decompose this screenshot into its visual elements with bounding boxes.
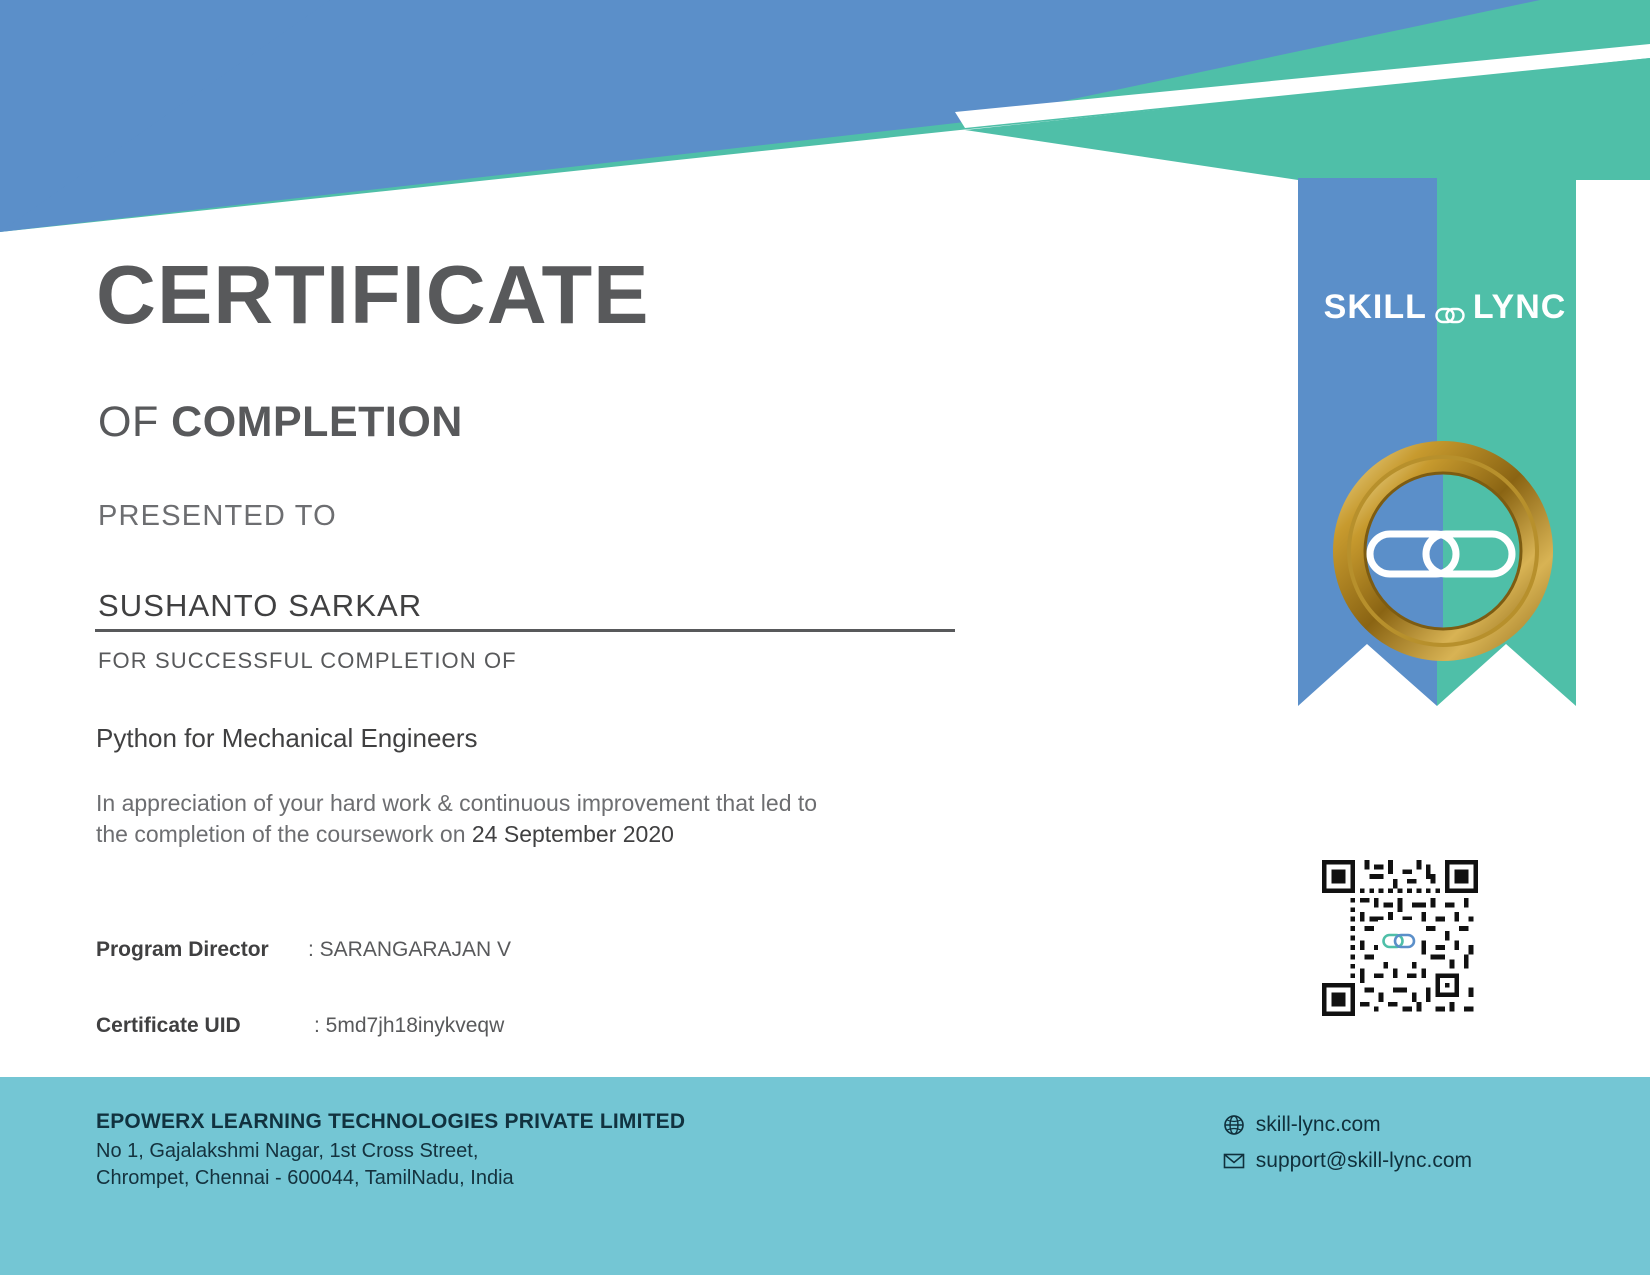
program-director-value: : SARANGARAJAN V: [308, 938, 512, 961]
appreciation-text: [96, 788, 936, 850]
program-director-row: [96, 938, 511, 962]
presented-to-label: PRESENTED TO: [98, 500, 337, 532]
brand-name-right: LYNC: [1472, 288, 1567, 326]
footer-company-name: EPOWERX LEARNING TECHNOLOGIES PRIVATE LIMITED: [96, 1110, 686, 1133]
appreciation-line-2-prefix: the completion of the coursework on: [96, 821, 472, 848]
footer-address-line-2: Chrompet, Chennai - 600044, TamilNadu, India: [96, 1167, 514, 1189]
certificate-uid-value: : 5md7jh18inykveqw: [314, 1014, 505, 1037]
footer-company-block: [96, 1110, 685, 1192]
qr-center-logo: [1378, 920, 1420, 962]
footer-email-text[interactable]: support@skill-lync.com: [1255, 1149, 1472, 1172]
page-subtitle: [98, 398, 463, 447]
recipient-underline: [95, 629, 955, 632]
brand-wordmark: [1310, 288, 1580, 327]
for-successful-completion-label: FOR SUCCESSFUL COMPLETION OF: [98, 648, 517, 673]
footer-contact-block: [1223, 1113, 1472, 1185]
footer-email-row[interactable]: [1223, 1149, 1472, 1173]
course-name: Python for Mechanical Engineers: [96, 723, 478, 753]
gold-medal-seal-icon: [1330, 438, 1556, 664]
paperclip-link-icon: [1435, 297, 1465, 319]
certificate-uid-row: [96, 1014, 504, 1038]
footer-website-row[interactable]: [1223, 1113, 1472, 1137]
footer-address-line-1: No 1, Gajalakshmi Nagar, 1st Cross Street,: [96, 1140, 479, 1162]
appreciation-line-1: In appreciation of your hard work & continuous improvement that led to: [96, 790, 818, 816]
globe-icon: [1223, 1114, 1245, 1136]
envelope-icon: [1223, 1150, 1245, 1172]
recipient-name: SUSHANTO SARKAR: [98, 588, 423, 623]
program-director-label: Program Director: [96, 938, 269, 961]
subtitle-prefix: OF: [98, 398, 172, 446]
brand-name-left: SKILL: [1323, 288, 1427, 326]
subtitle-strong: COMPLETION: [171, 398, 463, 446]
completion-date: 24 September 2020: [471, 821, 674, 848]
page-title: CERTIFICATE: [96, 248, 650, 341]
certificate-uid-label: Certificate UID: [96, 1014, 241, 1037]
footer-website-text[interactable]: skill-lync.com: [1255, 1113, 1381, 1136]
